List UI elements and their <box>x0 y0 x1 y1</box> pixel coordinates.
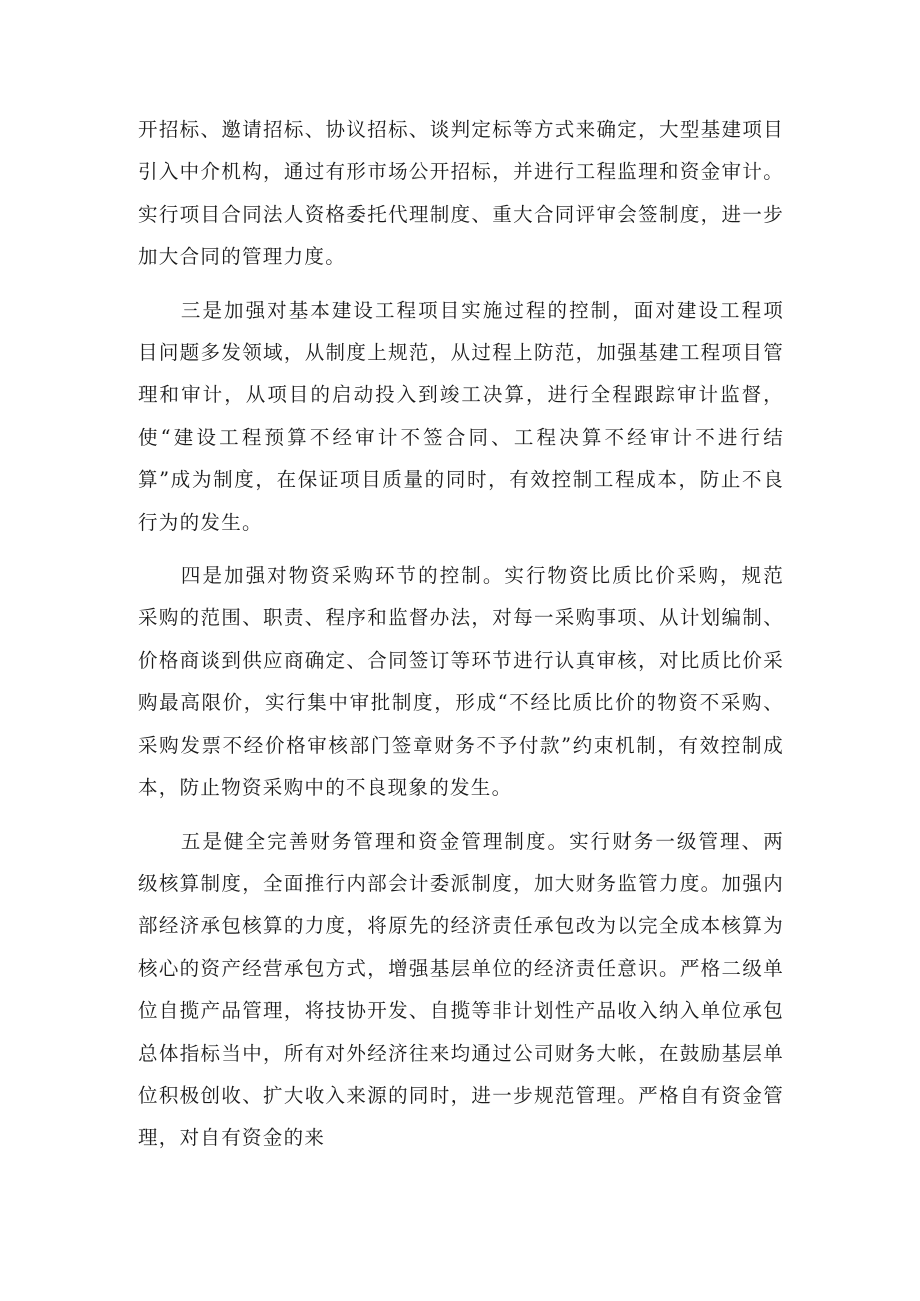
document-body <box>138 109 784 1171</box>
paragraph-continuation: 开招标、邀请招标、协议招标、谈判定标等方式来确定，大型基建项目引入中介机构，通过有形市场公开招标，并进行工程监理和资金审计。实行项目合同法人资格委托代理制度、重大合同评审会签制度，进一步加大合同的管理力度。 <box>138 118 784 269</box>
paragraph-item-four: 四是加强对物资采购环节的控制。实行物资比质比价采购，规范采购的范围、职责、程序和监督办法，对每一采购事项、从计划编制、价格商谈到供应商确定、合同签订等环节进行认真审核，对比质比价采购最高限价，实行集中审批制度，形成“不经比质比价的物资不采购、采购发票不经价格审核部门签章财务不予付款”约束机制，有效控制成本，防止物资采购中的不良现象的发生。 <box>138 564 784 800</box>
paragraph-item-three: 三是加强对基本建设工程项目实施过程的控制，面对建设工程项目问题多发领域，从制度上规范，从过程上防范，加强基建工程项目管理和审计，从项目的启动投入到竣工决算，进行全程跟踪审计监督，使“建设工程预算不经审计不签合同、工程决算不经审计不进行结算”成为制度，在保证项目质量的同时，有效控制工程成本，防止不良行为的发生。 <box>138 298 784 534</box>
paragraph-item-five: 五是健全完善财务管理和资金管理制度。实行财务一级管理、两级核算制度，全面推行内部会计委派制度，加大财务监管力度。加强内部经济承包核算的力度，将原先的经济责任承包改为以完全成本核算为核心的资产经营承包方式，增强基层单位的经济责任意识。严格二级单位自揽产品管理，将技协开发、自揽等非计划性产品收入纳入单位承包总体指标当中，所有对外经济往来均通过公司财务大帐，在鼓励基层单位积极创收、扩大收入来源的同时，进一步规范管理。严格自有资金管理，对自有资金的来 <box>138 829 784 1150</box>
